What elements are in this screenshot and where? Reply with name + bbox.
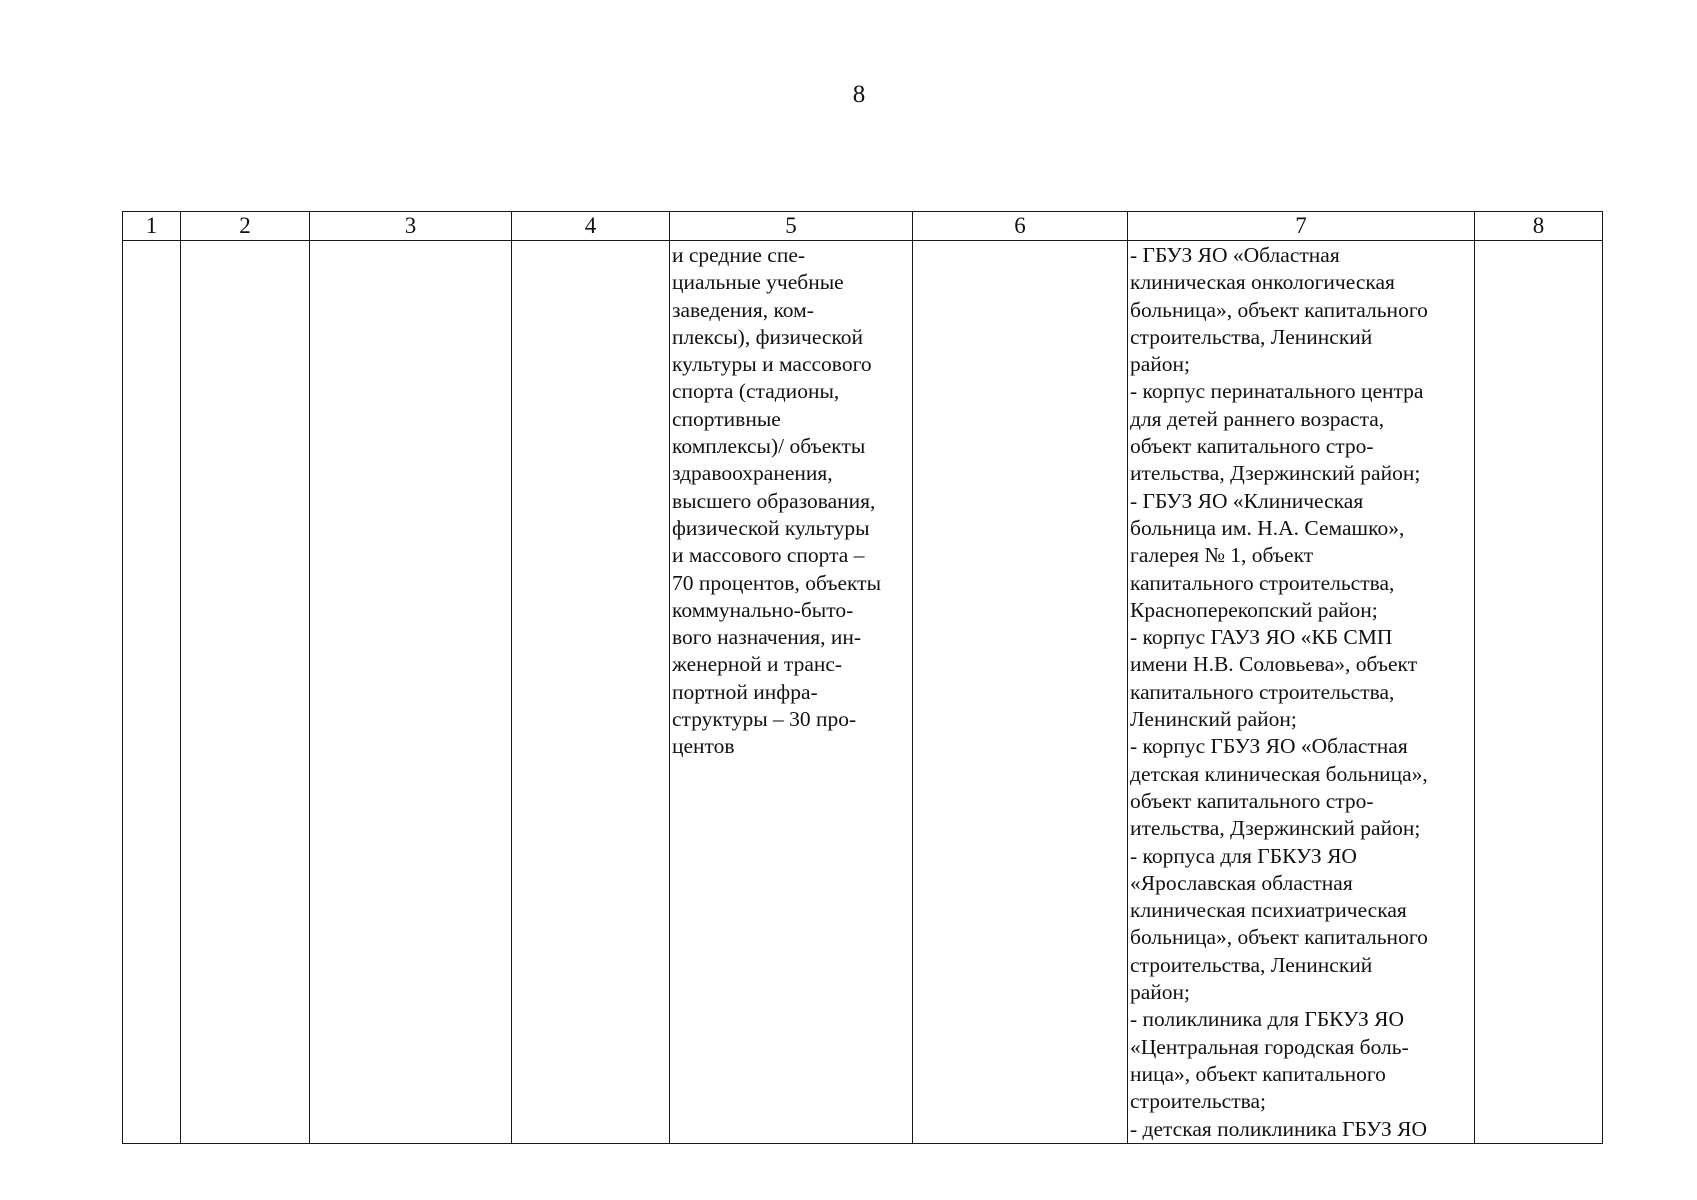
cell-col-4-text xyxy=(512,241,669,242)
cell-col-7 xyxy=(1128,241,1475,1144)
cell-col-3-text xyxy=(310,241,511,242)
cell-col-2 xyxy=(181,241,310,1144)
cell-col-5-text: и средние спе- циальные учебные заведения, ком- плексы), физической культуры и массового спорта (стадионы, спортивные комплексы)/ объекты здравоохранения, высшего образования, физической культуры и массового спорта – 70 процентов, объекты коммунально-быто- вого назначения, ин- женерной и транс- портной инфра- структуры – 30 про- центов xyxy=(672,243,882,759)
cell-col-2-text xyxy=(181,241,309,242)
header-col-8: 8 xyxy=(1475,212,1603,241)
header-col-1: 1 xyxy=(123,212,181,241)
header-col-4: 4 xyxy=(512,212,670,241)
cell-col-5 xyxy=(670,241,913,1144)
cell-col-4 xyxy=(512,241,670,1144)
document-table xyxy=(122,211,1603,1144)
cell-col-3 xyxy=(310,241,512,1144)
header-row xyxy=(123,212,1603,241)
header-col-3: 3 xyxy=(310,212,512,241)
cell-col-8 xyxy=(1475,241,1603,1144)
cell-col-8-text xyxy=(1475,241,1602,242)
header-col-6: 6 xyxy=(913,212,1128,241)
table-row xyxy=(123,241,1603,1144)
cell-col-1 xyxy=(123,241,181,1144)
cell-col-7-text: - ГБУЗ ЯО «Областная клиническая онкологическая больница», объект капитального строительства, Ленинский район; - корпус перинатального центра для детей раннего возраста, объект капитального стро- ительства, Дзержинский район; - ГБУЗ ЯО «Клиническая больница им. Н.А. Семашко», галерея № 1, объект капитального строительства, Красноперекопский район; - корпус ГАУЗ ЯО «КБ СМП имени Н.В. Соловьева», объект капитального строительства, Ленинский район; - корпус ГБУЗ ЯО «Областная детская клиническая больница», объект капитального стро- ительства, Дзержинский район; - корпуса для ГБКУЗ ЯО «Ярославская областная клиническая психиатрическая больница», объект капитального строительства, Ленинский район; - поликлиника для ГБКУЗ ЯО «Центральная городская боль- ница», объект капитального строительства; - детская поликлиника ГБУЗ ЯО xyxy=(1130,243,1428,1141)
header-col-2: 2 xyxy=(181,212,310,241)
page-number: 8 xyxy=(852,81,866,108)
cell-col-1-text xyxy=(123,241,180,242)
header-col-5: 5 xyxy=(670,212,913,241)
header-col-7: 7 xyxy=(1128,212,1475,241)
cell-col-6 xyxy=(913,241,1128,1144)
cell-col-6-text xyxy=(913,241,1127,242)
